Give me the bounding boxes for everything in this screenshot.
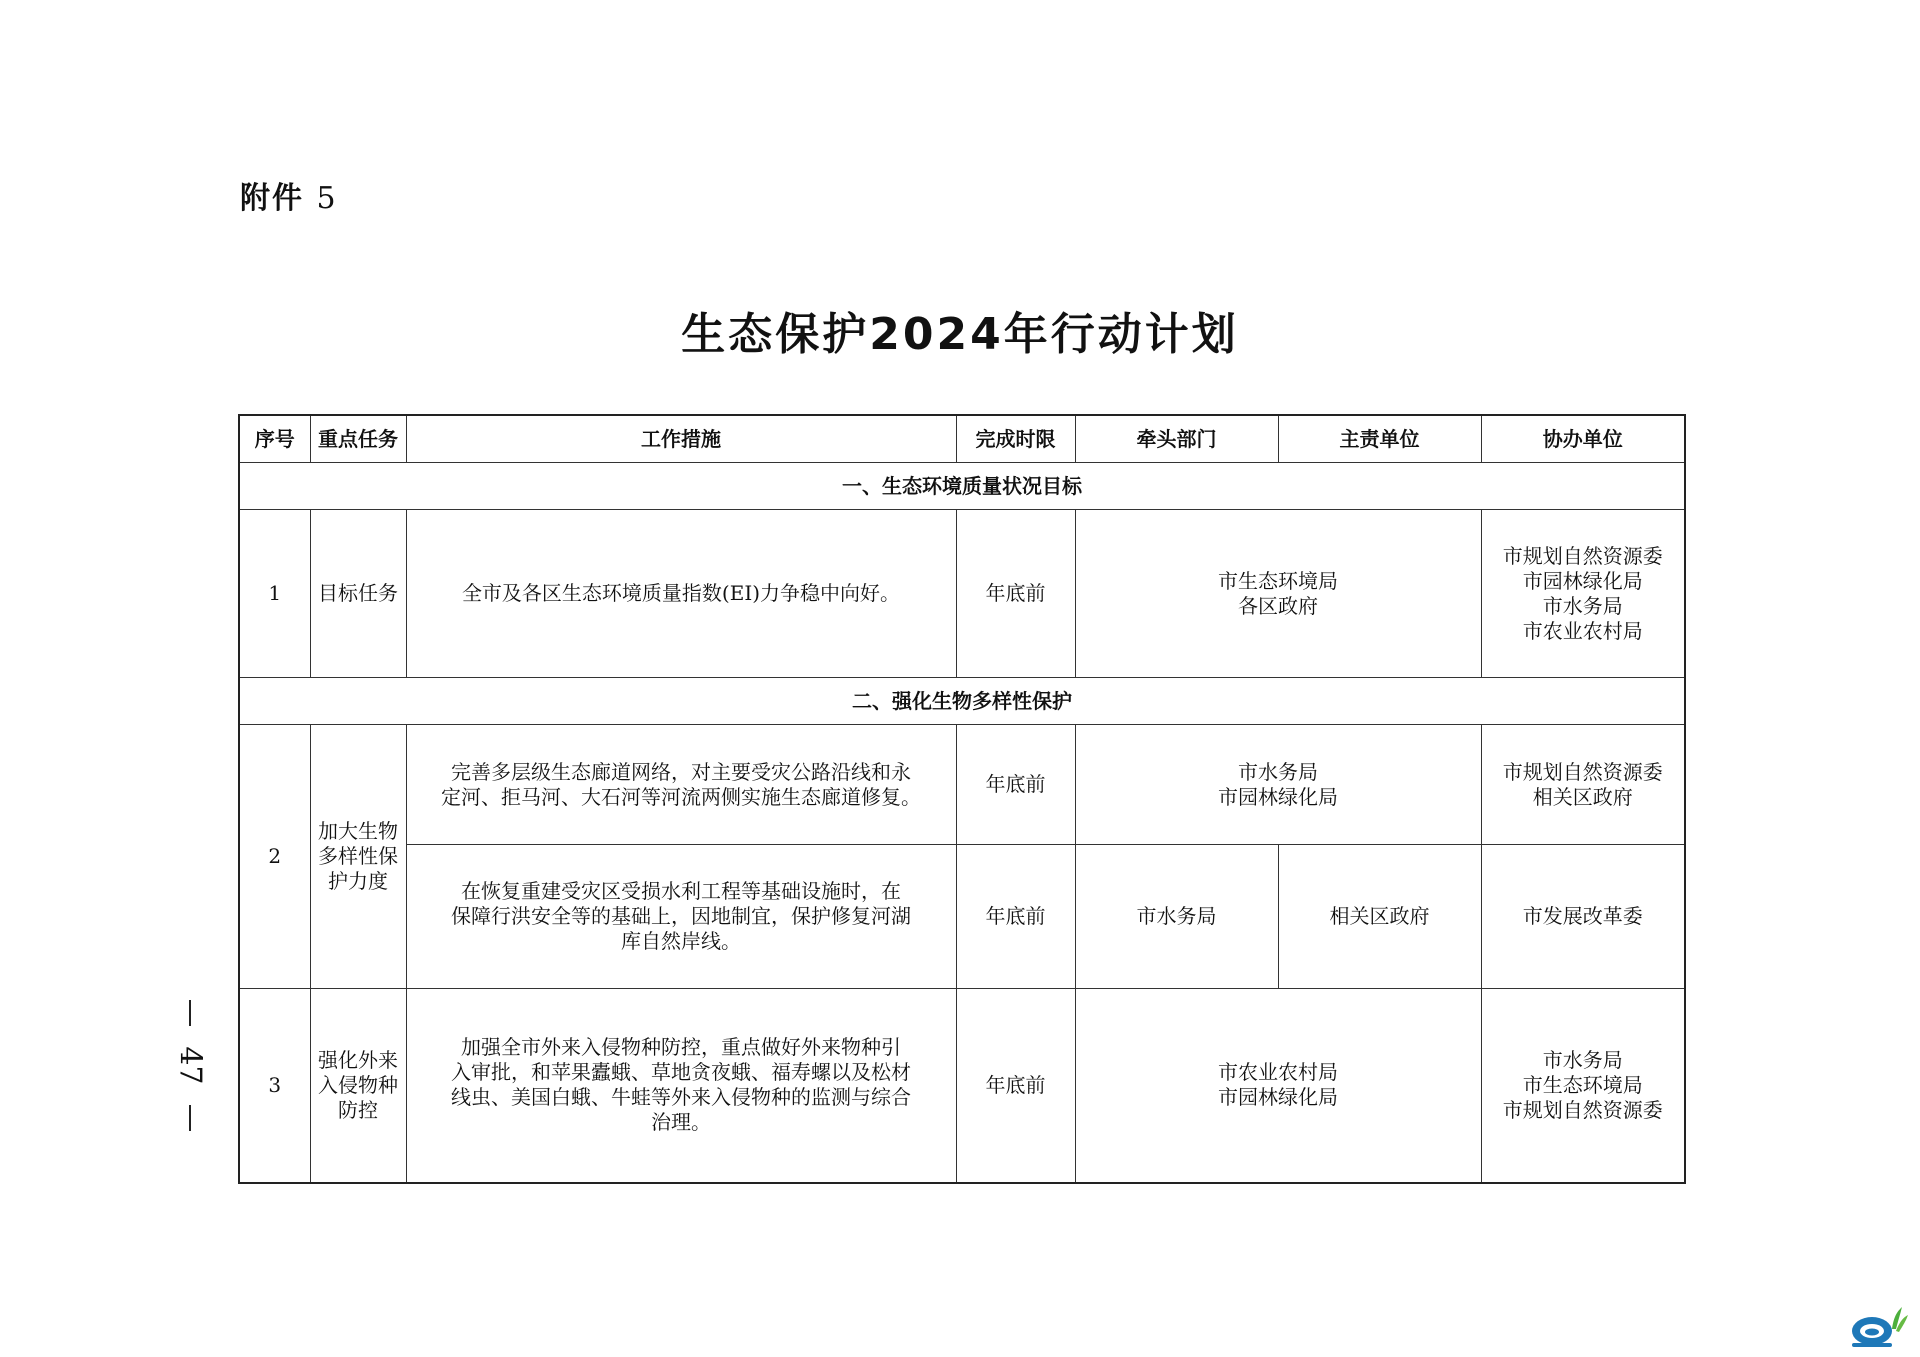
cell-line: 相关区政府 (1532, 784, 1633, 809)
cell-deadline: 年底前 (956, 510, 1075, 678)
attachment-label-text: 附件 (240, 181, 304, 216)
cell-lead (1075, 510, 1481, 678)
cell-line: 市规划自然资源委 (1502, 759, 1663, 784)
cell-measure: 全市及各区生态环境质量指数(EI)力争稳中向好。 (406, 510, 956, 678)
cell-assist (1481, 725, 1685, 845)
cell-deadline: 年底前 (956, 725, 1075, 845)
site-logo-icon (1848, 1305, 1910, 1349)
cell-line: 入侵物种 (318, 1072, 398, 1097)
section-row (239, 678, 1685, 725)
cell-line: 市农业农村局 (1522, 618, 1643, 643)
cell-line: 完善多层级生态廊道网络，对主要受灾公路沿线和永 (451, 759, 911, 784)
cell-line: 防控 (338, 1097, 378, 1122)
cell-deadline: 年底前 (956, 845, 1075, 989)
cell-measure (406, 989, 956, 1183)
table-row (239, 845, 1685, 989)
cell-seq: 3 (239, 989, 310, 1183)
table-row (239, 725, 1685, 845)
cell-line: 定河、拒马河、大石河等河流两侧实施生态廊道修复。 (441, 784, 921, 809)
table-row (239, 510, 1685, 678)
column-header-seq: 序号 (239, 415, 310, 463)
column-header-main: 主责单位 (1278, 415, 1481, 463)
column-header-assist: 协办单位 (1481, 415, 1685, 463)
cell-task (310, 725, 406, 989)
cell-line: 入审批，和苹果蠹蛾、草地贪夜蛾、福寿螺以及松材 (451, 1060, 911, 1085)
cell-line: 市园林绿化局 (1218, 784, 1338, 809)
cell-lead (1075, 725, 1481, 845)
page-number-dash (189, 1000, 191, 1026)
cell-measure (406, 725, 956, 845)
page-title: 生态保护2024年行动计划 (681, 309, 1239, 360)
cell-measure (406, 845, 956, 989)
section-row (239, 463, 1685, 510)
cell-line: 线虫、美国白蛾、牛蛙等外来入侵物种的监测与综合 (451, 1085, 911, 1110)
cell-seq: 1 (239, 510, 310, 678)
cell-line: 库自然岸线。 (621, 929, 741, 953)
cell-line: 多样性保 (318, 844, 398, 868)
cell-line: 市园林绿化局 (1218, 1085, 1338, 1110)
cell-assist (1481, 989, 1685, 1183)
cell-task (310, 989, 406, 1183)
cell-line: 强化外来 (318, 1047, 398, 1072)
page-number-value: 47 (172, 1046, 208, 1085)
column-header-lead: 牵头部门 (1075, 415, 1278, 463)
cell-line: 市生态环境局 (1522, 1072, 1643, 1097)
section-heading: 一、生态环境质量状况目标 (239, 463, 1685, 510)
attachment-number: 5 (316, 181, 338, 216)
cell-line: 市水务局 (1542, 1047, 1623, 1072)
cell-lead: 市水务局 (1075, 845, 1278, 989)
cell-deadline: 年底前 (956, 989, 1075, 1183)
page-number-dash (189, 1105, 191, 1131)
cell-line: 加大生物 (318, 819, 398, 843)
cell-line: 市水务局 (1542, 593, 1623, 618)
cell-line: 加强全市外来入侵物种防控，重点做好外来物种引 (461, 1035, 901, 1060)
action-plan-table (238, 414, 1686, 1184)
cell-seq: 2 (239, 725, 310, 989)
cell-line: 市园林绿化局 (1522, 568, 1643, 593)
cell-assist (1481, 510, 1685, 678)
cell-line: 保障行洪安全等的基础上，因地制宜，保护修复河湖 (451, 904, 911, 928)
cell-task: 目标任务 (310, 510, 406, 678)
table-header-row (239, 415, 1685, 463)
column-header-task: 重点任务 (310, 415, 406, 463)
cell-line: 市规划自然资源委 (1502, 543, 1663, 568)
cell-line: 市农业农村局 (1218, 1060, 1338, 1085)
column-header-deadline: 完成时限 (956, 415, 1075, 463)
cell-lead (1075, 989, 1481, 1183)
section-heading: 二、强化生物多样性保护 (239, 678, 1685, 725)
column-header-measure: 工作措施 (406, 415, 956, 463)
cell-assist: 市发展改革委 (1481, 845, 1685, 989)
cell-line: 市规划自然资源委 (1502, 1097, 1663, 1122)
cell-main: 相关区政府 (1278, 845, 1481, 989)
page-number (172, 1000, 208, 1150)
cell-line: 市生态环境局 (1218, 568, 1338, 593)
cell-line: 市水务局 (1238, 759, 1318, 784)
cell-line: 在恢复重建受灾区受损水利工程等基础设施时，在 (461, 879, 901, 903)
cell-line: 护力度 (328, 869, 388, 893)
attachment-label (240, 173, 338, 217)
table-row (239, 989, 1685, 1183)
cell-line: 治理。 (651, 1110, 711, 1135)
cell-line: 各区政府 (1238, 593, 1318, 618)
